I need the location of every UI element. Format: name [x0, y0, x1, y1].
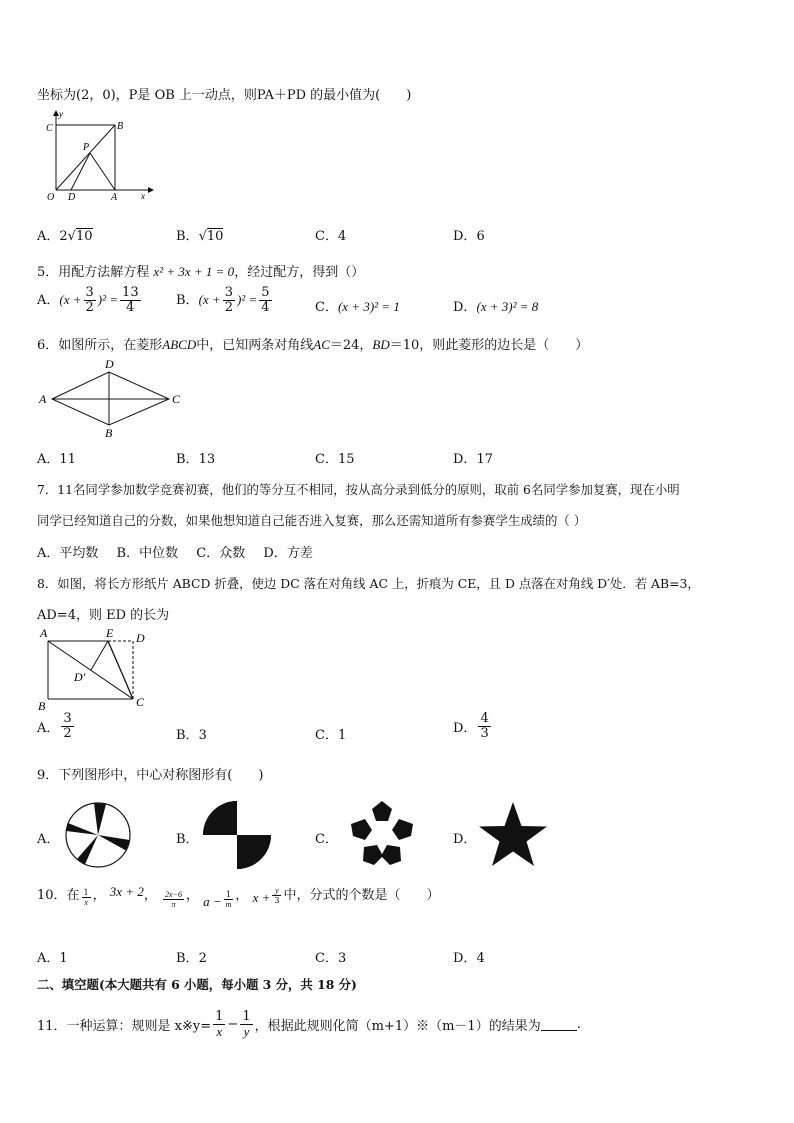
q7-line1: 7．11名同学参加数学竞赛初赛，他们的等分互不相同，按从高分录到低分的原则，取前 6名同学参加复赛，现在小明	[37, 482, 680, 497]
q6-option-d[interactable]: D．17	[453, 452, 493, 467]
q6-label-a: A	[39, 392, 47, 406]
q10-option-a[interactable]: A．1	[37, 951, 68, 966]
q8-line1: 8．如图，将长方形纸片 ABCD 折叠，使边 DC 落在对角线 AC 上，折痕为 CE，且 D 点落在对角线 D′处．若 AB=3，	[37, 576, 700, 591]
q5-option-a[interactable]: A．(x + $\frac{3}{2}$ )² = $\frac{13}{4}$	[37, 285, 139, 315]
q4-label-c: C	[46, 123, 53, 134]
q9-option-d[interactable]: D．	[453, 832, 477, 847]
q6-stem: 6．如图所示，在菱形ABCD中，已知两条对角线AC＝24，BD＝10，则此菱形的边长是（ ）	[37, 337, 589, 353]
q4-option-b[interactable]: B．√10	[176, 229, 224, 244]
q6-label-b: B	[105, 426, 113, 440]
q6-label-d: D	[105, 357, 114, 371]
q4-stem: 坐标为(2，0)，P是 OB 上一动点，则PA＋PD 的最小值为( )	[37, 88, 412, 103]
sqrt-icon: √	[67, 229, 76, 244]
q8-option-b[interactable]: B．3	[176, 728, 207, 743]
q8-label-a: A	[40, 626, 48, 640]
q10-option-b[interactable]: B．2	[176, 951, 207, 966]
q9-stem: 9．下列图形中，中心对称图形有( )	[37, 768, 264, 783]
q4-label-y: y	[59, 109, 63, 119]
q8-option-d[interactable]: D． $\frac{4}{3}$	[453, 711, 489, 741]
q10-option-d[interactable]: D．4	[453, 951, 485, 966]
q8-label-dprime: D′	[74, 670, 86, 684]
q7-option-b[interactable]: B．中位数	[116, 546, 179, 561]
answer-blank[interactable]	[541, 1018, 577, 1031]
q8-line2: AD=4，则 ED 的长为	[37, 608, 170, 623]
pentagon-flower-icon	[345, 798, 419, 870]
q4-label-a: A	[111, 192, 118, 203]
q8-label-c: C	[136, 695, 145, 709]
q5-option-d[interactable]: D．(x + 3)² = 8	[453, 299, 539, 315]
section-heading: 二、填空题(本大题共有 6 小题，每小题 3 分，共 18 分)	[37, 977, 357, 992]
q8-label-e: E	[106, 626, 114, 640]
q8-label-b: B	[38, 699, 46, 712]
q8-label-d: D	[136, 631, 145, 645]
q4-label-x: x	[141, 191, 145, 201]
q4-option-d[interactable]: D．6	[453, 229, 485, 244]
q7-option-d[interactable]: D．方差	[263, 546, 313, 561]
q4-figure	[38, 108, 154, 204]
q10-stem: 10．在 $\frac{1}{x}$ ， 3x + 2， $\frac{2x-6}{\pi}$ ， a − $\frac{1}{m}$ ， x + $\frac{y}{3}$ 中，分式的个数是（ ）	[37, 884, 440, 909]
q7-option-a[interactable]: A．平均数	[37, 546, 99, 561]
q7-line2: 同学已经知道自己的分数，如果他想知道自己能否进入复赛，那么还需知道所有参赛学生成绩的（ ）	[37, 513, 587, 528]
q6-figure	[36, 357, 186, 441]
q8-option-c[interactable]: C．1	[315, 728, 347, 743]
q5-option-b[interactable]: B．(x + $\frac{3}{2}$ )² = $\frac{5}{4}$	[176, 285, 270, 315]
q9-option-b[interactable]: B．	[176, 832, 199, 847]
sqrt-icon: √	[198, 229, 207, 244]
star-icon	[477, 800, 549, 870]
q7-option-c[interactable]: C．众数	[196, 546, 246, 561]
q4-option-a[interactable]: A．2√10	[37, 229, 93, 244]
q6-label-c: C	[172, 392, 181, 406]
q4-label-d: D	[68, 192, 76, 203]
q5-stem: 5．用配方法解方程 x² + 3x + 1 = 0，经过配方，得到（）	[37, 264, 365, 280]
circle-sectors-icon	[62, 801, 134, 869]
q6-option-a[interactable]: A．11	[37, 452, 76, 467]
q8-figure	[36, 626, 156, 712]
q9-option-c[interactable]: C．	[315, 832, 338, 847]
q4-label-p: P	[83, 142, 90, 153]
q4-label-o: O	[47, 192, 55, 203]
q9-option-a[interactable]: A．	[37, 832, 60, 847]
q11-stem: 11．一种运算：规则是 x※y= $\frac{1}{x}$ − $\frac{1}{y}$ ，根据此规则化简（m+1）※（m－1）的结果为 .	[37, 1009, 581, 1039]
q8-option-a[interactable]: A． $\frac{3}{2}$	[37, 711, 72, 741]
q7-options	[37, 542, 313, 561]
q10-option-c[interactable]: C．3	[315, 951, 347, 966]
q6-option-b[interactable]: B．13	[176, 452, 216, 467]
q4-option-c[interactable]: C．4	[315, 229, 347, 244]
pinwheel-icon	[200, 798, 274, 872]
q5-option-c[interactable]: C．(x + 3)² = 1	[315, 299, 400, 315]
q6-option-c[interactable]: C．15	[315, 452, 355, 467]
q4-label-b: B	[117, 121, 124, 132]
